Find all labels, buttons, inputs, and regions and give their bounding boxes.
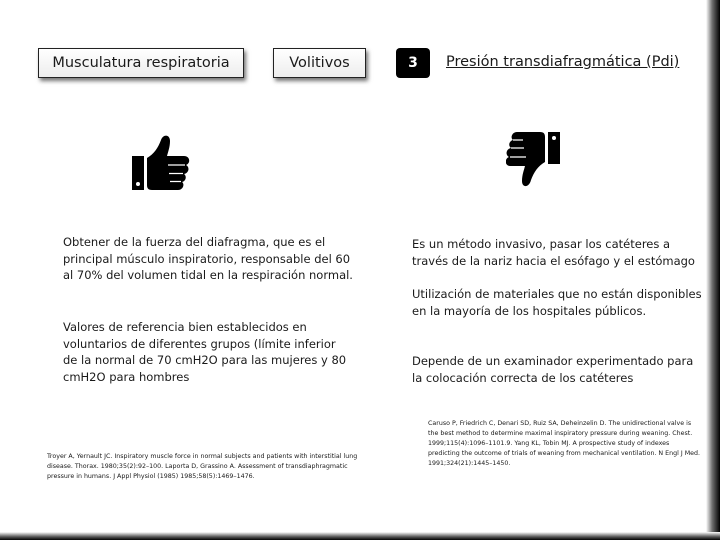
- muscle-category-box: Musculatura respiratoria: [38, 48, 244, 78]
- disadvantage-item: Utilización de materiales que no están disponibles en la mayoría de los hospitales públicos.: [412, 287, 702, 318]
- bottom-edge-shadow: [0, 532, 720, 540]
- reference-right: Caruso P, Friedrich C, Denari SD, Ruiz SA, Deheinzelin D. The unidirectional valve is the best method to determine maximal inspiratory pressure during weaning. Chest. 1999;115(4):1096–1101.9. Yang KL, Tobin MJ. A prospective study of indexes predicting the outcome of trials of weaning from mechanical ventilation. N Engl J Med. 1991;324(21):1445–1450.: [428, 420, 701, 467]
- advantage-item: Valores de referencia bien establecidos en voluntarios de diferentes grupos (límite inferior de la normal de 70 cmH2O para las mujeres y 80 cmH2O para hombres: [63, 320, 347, 384]
- thumbs-down-icon: [506, 128, 560, 188]
- volitional-category-box: Volitivos: [273, 48, 366, 78]
- item-number-badge: 3: [396, 48, 430, 78]
- disadvantage-item: Depende de un examinador experimentado para la colocación correcta de los catéteres: [412, 354, 694, 385]
- slide-title: Presión transdiafragmática (Pdi): [446, 54, 680, 70]
- advantage-item: Obtener de la fuerza del diafragma, que es el principal músculo inspiratorio, responsable del 60 al 70% del volumen tidal en la respiración normal.: [63, 235, 353, 282]
- thumbs-up-icon: [132, 134, 190, 190]
- right-edge-shadow: [706, 0, 720, 540]
- reference-left: Troyer A, Yernault JC. Inspiratory muscle force in normal subjects and patients with interstitial lung disease. Thorax. 1980;35(2):92–100. Laporta D, Grassino A. Assessment of transdiaphragmatic pressure in humans. J Appl Physiol (1985) 1985;58(5):1469–1476.: [47, 453, 358, 480]
- disadvantage-item: Es un método invasivo, pasar los catéteres a través de la nariz hacia el esófago y el estómago: [412, 237, 695, 268]
